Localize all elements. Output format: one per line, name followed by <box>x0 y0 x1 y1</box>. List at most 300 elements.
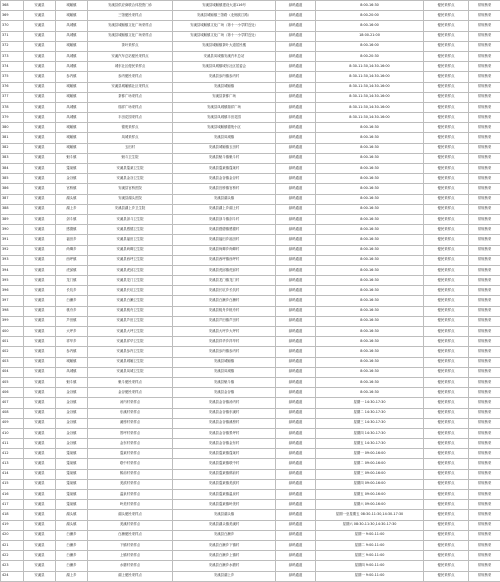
cell-test-type: 常规核采 <box>469 174 500 184</box>
cell-row-number: 424 <box>1 571 24 581</box>
cell-test-type: 常规核采 <box>469 204 500 214</box>
cell-test-type: 常规核采 <box>469 235 500 245</box>
cell-row-number: 399 <box>1 316 24 326</box>
table-row <box>1 459 500 469</box>
cell-county: 安溪县 <box>24 235 56 245</box>
cell-site-address: 安溪县城厢镇文化广场（第十一小学附近处） <box>173 31 276 41</box>
cell-site-address: 安溪县凤城镇 <box>173 133 276 143</box>
cell-service-hours: 8:00-16:30 <box>316 235 424 245</box>
cell-access-channel: 绿码通道 <box>276 51 316 61</box>
cell-county: 安溪县 <box>24 408 56 418</box>
table-row <box>1 337 500 347</box>
table-row <box>1 286 500 296</box>
cell-site-name: 茶叶采样点 <box>88 41 173 51</box>
cell-site-address: 安溪县白濑乡下镇村 <box>173 540 276 550</box>
cell-access-channel: 绿码通道 <box>276 31 316 41</box>
cell-test-type: 常规核采 <box>469 530 500 540</box>
table-row <box>1 398 500 408</box>
cell-access-channel: 绿码通道 <box>276 286 316 296</box>
table-row <box>1 357 500 367</box>
cell-access-channel: 绿码通道 <box>276 174 316 184</box>
cell-township: 凤城镇 <box>56 113 88 123</box>
cell-county: 安溪县 <box>24 194 56 204</box>
cell-county: 安溪县 <box>24 510 56 520</box>
cell-test-type: 常规核采 <box>469 540 500 550</box>
table-row <box>1 388 500 398</box>
cell-test-type: 常规核采 <box>469 1 500 11</box>
cell-township: 金谷镇 <box>56 428 88 438</box>
cell-row-number: 414 <box>1 469 24 479</box>
cell-site-address: 安溪县凤城镇城东社区居委会 <box>173 62 276 72</box>
cell-test-type: 常规核采 <box>469 41 500 51</box>
cell-service-hours: 8:30-11:30,14:30-16:00 <box>316 72 424 82</box>
cell-test-type: 常规核采 <box>469 51 500 61</box>
cell-row-number: 413 <box>1 459 24 469</box>
cell-row-number: 374 <box>1 62 24 72</box>
cell-site-type: 便民采样点 <box>424 347 469 357</box>
cell-site-name: 美溪村采样点 <box>88 520 173 530</box>
cell-site-address: 安溪县参内镇参内村 <box>173 347 276 357</box>
cell-access-channel: 绿码通道 <box>276 398 316 408</box>
cell-site-name: 下镇村采样点 <box>88 540 173 550</box>
cell-site-address: 安溪县城厢镇玉田村 <box>173 143 276 153</box>
cell-site-name: 湖上便民采样点 <box>88 571 173 581</box>
cell-service-hours: 星期四 14:30-17:30 <box>316 428 424 438</box>
cell-test-type: 常规核采 <box>469 72 500 82</box>
cell-access-channel: 绿码通道 <box>276 194 316 204</box>
cell-site-name: 安溪县虎邱卫生院 <box>88 265 173 275</box>
cell-access-channel: 绿码通道 <box>276 92 316 102</box>
cell-township: 蓬莱镇 <box>56 500 88 510</box>
cell-test-type: 常规核采 <box>469 459 500 469</box>
cell-site-address: 安溪县白濑乡上镇村 <box>173 551 276 561</box>
cell-site-type: 便民采样点 <box>424 143 469 153</box>
cell-row-number: 423 <box>1 561 24 571</box>
cell-site-name: 瑞祥广场采样点 <box>88 102 173 112</box>
cell-site-type: 便民采样点 <box>424 21 469 31</box>
cell-township: 蓬莱镇 <box>56 469 88 479</box>
cell-site-type: 便民采样点 <box>424 306 469 316</box>
cell-site-type: 便民采样点 <box>424 571 469 581</box>
cell-site-address: 安溪县剑斗镇剑斗村 <box>173 214 276 224</box>
cell-township: 城厢镇 <box>56 92 88 102</box>
cell-county: 安溪县 <box>24 428 56 438</box>
table-row <box>1 214 500 224</box>
cell-row-number: 385 <box>1 174 24 184</box>
cell-service-hours: 8:00-16:30 <box>316 357 424 367</box>
cell-township: 蓬莱镇 <box>56 479 88 489</box>
cell-site-address: 安溪县蓬莱镇鹤前村 <box>173 469 276 479</box>
cell-test-type: 常规核采 <box>469 479 500 489</box>
cell-service-hours: 星期三 09:00-16:00 <box>316 469 424 479</box>
cell-township: 凤城镇 <box>56 31 88 41</box>
cell-site-address: 安溪县城厢镇茶叶大道居民楼 <box>173 41 276 51</box>
cell-access-channel: 绿码通道 <box>276 500 316 510</box>
cell-access-channel: 绿码通道 <box>276 469 316 479</box>
cell-row-number: 382 <box>1 143 24 153</box>
cell-site-address: 安溪县湖头镇 <box>173 194 276 204</box>
cell-township: 城厢镇 <box>56 1 88 11</box>
cell-service-hours: 8:00-16:30 <box>316 194 424 204</box>
cell-site-address: 安溪县蓬莱镇温泉村 <box>173 490 276 500</box>
cell-row-number: 384 <box>1 164 24 174</box>
cell-site-type: 便民采样点 <box>424 72 469 82</box>
table-row <box>1 377 500 387</box>
cell-row-number: 420 <box>1 530 24 540</box>
cell-service-hours: 8:00-16:30 <box>316 265 424 275</box>
cell-site-address: 安溪县湖上乡湖上村 <box>173 204 276 214</box>
table-row <box>1 530 500 540</box>
cell-site-type: 便民采样点 <box>424 367 469 377</box>
cell-site-name: 岭美村采样点 <box>88 500 173 510</box>
cell-site-type: 便民采样点 <box>424 418 469 428</box>
cell-site-address: 安溪县金谷镇汤内村 <box>173 398 276 408</box>
cell-township: 金谷镇 <box>56 439 88 449</box>
table-row <box>1 1 500 11</box>
cell-site-name: 安溪县蓬莱卫生院 <box>88 164 173 174</box>
cell-township: 剑斗镇 <box>56 214 88 224</box>
cell-township: 白濑乡 <box>56 551 88 561</box>
cell-access-channel: 绿码通道 <box>276 347 316 357</box>
cell-site-address: 安溪县城厢镇德苑小区 <box>173 123 276 133</box>
cell-site-type: 便民采样点 <box>424 479 469 489</box>
cell-test-type: 常规核采 <box>469 306 500 316</box>
cell-access-channel: 绿码通道 <box>276 245 316 255</box>
cell-site-name: 安溪县长坑卫生院 <box>88 286 173 296</box>
cell-test-type: 常规核采 <box>469 11 500 21</box>
cell-county: 安溪县 <box>24 347 56 357</box>
cell-county: 安溪县 <box>24 143 56 153</box>
cell-service-hours: 8:00-16:30 <box>316 388 424 398</box>
cell-site-type: 便民采样点 <box>424 469 469 479</box>
cell-service-hours: 星期一至星期五 08:30-11:30,14:30-17:30 <box>316 510 424 520</box>
cell-service-hours: 星期一 9:00-11:00 <box>316 571 424 581</box>
cell-test-type: 常规核采 <box>469 286 500 296</box>
cell-service-hours: 8:00-16:30 <box>316 337 424 347</box>
cell-service-hours: 8:00-16:00 <box>316 41 424 51</box>
cell-test-type: 常规核采 <box>469 265 500 275</box>
cell-service-hours: 星期一 09:00-16:00 <box>316 449 424 459</box>
cell-site-name: 凤城采样点 <box>88 133 173 143</box>
cell-site-address: 安溪县城厢镇三馆路（北侧滨江路） <box>173 11 276 21</box>
cell-site-name: 安溪县参内卫生院 <box>88 347 173 357</box>
cell-site-name: 安溪县西坪卫生院 <box>88 255 173 265</box>
cell-site-address: 安溪县福田乡福田村 <box>173 235 276 245</box>
table-row <box>1 174 500 184</box>
cell-test-type: 常规核采 <box>469 408 500 418</box>
cell-site-type: 便民采样点 <box>424 551 469 561</box>
cell-township: 蓬莱镇 <box>56 459 88 469</box>
cell-township: 尚卿乡 <box>56 245 88 255</box>
table-row <box>1 102 500 112</box>
cell-row-number: 411 <box>1 439 24 449</box>
table-row <box>1 490 500 500</box>
cell-site-type: 便民采样点 <box>424 500 469 510</box>
cell-township: 金谷镇 <box>56 418 88 428</box>
cell-test-type: 常规核采 <box>469 469 500 479</box>
cell-site-name: 溪榜村采样点 <box>88 418 173 428</box>
cell-access-channel: 绿码通道 <box>276 21 316 31</box>
cell-county: 安溪县 <box>24 377 56 387</box>
cell-township: 湖上乡 <box>56 204 88 214</box>
cell-site-name: 水磨村采样点 <box>88 561 173 571</box>
table-row <box>1 113 500 123</box>
cell-site-name: 安溪县剑斗卫生院 <box>88 214 173 224</box>
cell-site-type: 便民采样点 <box>424 31 469 41</box>
cell-service-hours: 星期二 09:00-16:00 <box>316 459 424 469</box>
cell-service-hours: 8:00-16:30 <box>316 143 424 153</box>
cell-site-type: 便民采样点 <box>424 286 469 296</box>
cell-site-type: 便民采样点 <box>424 520 469 530</box>
cell-row-number: 369 <box>1 11 24 21</box>
table-row <box>1 367 500 377</box>
cell-township: 长坑乡 <box>56 286 88 296</box>
cell-site-type: 便民采样点 <box>424 388 469 398</box>
cell-access-channel: 绿码通道 <box>276 306 316 316</box>
cell-service-hours: 8:00-16:30 <box>316 347 424 357</box>
cell-test-type: 常规核采 <box>469 510 500 520</box>
table-row <box>1 92 500 102</box>
cell-county: 安溪县 <box>24 62 56 72</box>
cell-site-address: 安溪县金谷镇金谷村 <box>173 174 276 184</box>
table-row <box>1 306 500 316</box>
table-row <box>1 164 500 174</box>
cell-township: 感德镇 <box>56 225 88 235</box>
table-row <box>1 123 500 133</box>
cell-site-name: 茶都广场采样点 <box>88 92 173 102</box>
cell-site-name: 安溪县龙门卫生院 <box>88 276 173 286</box>
cell-site-address: 安溪县蓬莱镇美滨村 <box>173 479 276 489</box>
cell-county: 安溪县 <box>24 439 56 449</box>
cell-row-number: 368 <box>1 1 24 11</box>
cell-site-name: 安溪县城厢镇文化广场采样点 <box>88 21 173 31</box>
cell-access-channel: 绿码通道 <box>276 265 316 275</box>
cell-test-type: 常规核采 <box>469 276 500 286</box>
cell-township: 魁斗镇 <box>56 377 88 387</box>
table-row <box>1 296 500 306</box>
cell-township: 金谷镇 <box>56 174 88 184</box>
cell-site-name: 安溪县城厢镇社区采样点 <box>88 82 173 92</box>
table-row <box>1 72 500 82</box>
cell-county: 安溪县 <box>24 184 56 194</box>
cell-access-channel: 绿码通道 <box>276 235 316 245</box>
cell-site-name: 安溪县祥华卫生院 <box>88 337 173 347</box>
table-row <box>1 500 500 510</box>
table-row <box>1 276 500 286</box>
cell-access-channel: 绿码通道 <box>276 327 316 337</box>
cell-access-channel: 绿码通道 <box>276 276 316 286</box>
cell-access-channel: 绿码通道 <box>276 377 316 387</box>
cell-township: 参内镇 <box>56 72 88 82</box>
cell-row-number: 412 <box>1 449 24 459</box>
cell-service-hours: 8:00-16:00 <box>316 21 424 31</box>
cell-county: 安溪县 <box>24 490 56 500</box>
cell-site-address: 安溪县祥华乡祥华村 <box>173 337 276 347</box>
cell-county: 安溪县 <box>24 214 56 224</box>
cell-access-channel: 绿码通道 <box>276 530 316 540</box>
cell-site-type: 便民采样点 <box>424 276 469 286</box>
table-body <box>1 1 500 582</box>
cell-township: 城厢镇 <box>56 133 88 143</box>
table-row <box>1 235 500 245</box>
cell-township: 湖头镇 <box>56 520 88 530</box>
cell-site-name: 安溪县供应商联合体投资门诊 <box>88 1 173 11</box>
cell-site-name: 上镇村采样点 <box>88 551 173 561</box>
cell-site-name: 安溪县感德卫生院 <box>88 225 173 235</box>
cell-county: 安溪县 <box>24 102 56 112</box>
cell-site-type: 便民采样点 <box>424 316 469 326</box>
cell-access-channel: 绿码通道 <box>276 143 316 153</box>
cell-access-channel: 绿码通道 <box>276 255 316 265</box>
cell-access-channel: 绿码通道 <box>276 225 316 235</box>
table-row <box>1 479 500 489</box>
cell-access-channel: 绿码通道 <box>276 449 316 459</box>
cell-township: 桃舟乡 <box>56 306 88 316</box>
cell-access-channel: 绿码通道 <box>276 123 316 133</box>
cell-site-type: 便民采样点 <box>424 490 469 500</box>
cell-site-type: 便民采样点 <box>424 428 469 438</box>
cell-township: 大坪乡 <box>56 327 88 337</box>
table-row <box>1 316 500 326</box>
cell-site-address: 安溪县城厢镇 <box>173 357 276 367</box>
cell-access-channel: 绿码通道 <box>276 62 316 72</box>
cell-test-type: 常规核采 <box>469 520 500 530</box>
cell-site-type: 便民采样点 <box>424 164 469 174</box>
cell-access-channel: 绿码通道 <box>276 41 316 51</box>
cell-site-address: 安溪县龙门镇龙门村 <box>173 276 276 286</box>
cell-county: 安溪县 <box>24 204 56 214</box>
cell-township: 白濑乡 <box>56 296 88 306</box>
cell-township: 白濑乡 <box>56 561 88 571</box>
cell-test-type: 常规核采 <box>469 357 500 367</box>
table-row <box>1 428 500 438</box>
cell-access-channel: 绿码通道 <box>276 113 316 123</box>
cell-access-channel: 绿码通道 <box>276 11 316 21</box>
cell-row-number: 387 <box>1 194 24 204</box>
cell-service-hours: 星期二 9:00-11:00 <box>316 540 424 550</box>
cell-county: 安溪县 <box>24 469 56 479</box>
cell-test-type: 常规核采 <box>469 143 500 153</box>
cell-access-channel: 绿码通道 <box>276 184 316 194</box>
cell-township: 虎邱镇 <box>56 265 88 275</box>
cell-township: 蓬莱镇 <box>56 490 88 500</box>
cell-service-hours: 18:00-21:00 <box>316 31 424 41</box>
cell-row-number: 393 <box>1 255 24 265</box>
cell-row-number: 419 <box>1 520 24 530</box>
cell-site-name: 玉田村 <box>88 143 173 153</box>
cell-access-channel: 绿码通道 <box>276 296 316 306</box>
cell-site-name: 安溪县福田卫生院 <box>88 235 173 245</box>
cell-access-channel: 绿码通道 <box>276 561 316 571</box>
cell-service-hours: 星期五 09:00-16:00 <box>316 490 424 500</box>
cell-test-type: 常规核采 <box>469 439 500 449</box>
cell-site-address: 安溪县桃舟乡桃舟村 <box>173 306 276 316</box>
cell-test-type: 常规核采 <box>469 31 500 41</box>
cell-test-type: 常规核采 <box>469 367 500 377</box>
cell-service-hours: 8:00-16:30 <box>316 184 424 194</box>
cell-township: 城厢镇 <box>56 143 88 153</box>
cell-county: 安溪县 <box>24 500 56 510</box>
cell-site-type: 便民采样点 <box>424 51 469 61</box>
cell-row-number: 378 <box>1 102 24 112</box>
cell-access-channel: 绿码通道 <box>276 133 316 143</box>
cell-township: 金谷镇 <box>56 398 88 408</box>
table-row <box>1 225 500 235</box>
cell-township: 参内镇 <box>56 347 88 357</box>
cell-service-hours: 8:00-16:30 <box>316 245 424 255</box>
cell-service-hours: 8:00-16:30 <box>316 367 424 377</box>
cell-county: 安溪县 <box>24 327 56 337</box>
cell-county: 安溪县 <box>24 520 56 530</box>
cell-site-name: 安溪县桃舟卫生院 <box>88 306 173 316</box>
cell-test-type: 常规核采 <box>469 123 500 133</box>
cell-service-hours: 8:00-16:30 <box>316 174 424 184</box>
cell-row-number: 394 <box>1 265 24 275</box>
cell-county: 安溪县 <box>24 51 56 61</box>
cell-site-address: 安溪县凤城镇 <box>173 367 276 377</box>
cell-site-type: 便民采样点 <box>424 530 469 540</box>
cell-county: 安溪县 <box>24 388 56 398</box>
cell-county: 安溪县 <box>24 92 56 102</box>
cell-township: 魁斗镇 <box>56 153 88 163</box>
cell-access-channel: 绿码通道 <box>276 510 316 520</box>
cell-township: 城厢镇 <box>56 123 88 133</box>
cell-access-channel: 绿码通道 <box>276 214 316 224</box>
table-row <box>1 21 500 31</box>
cell-site-type: 便民采样点 <box>424 62 469 72</box>
cell-row-number: 383 <box>1 153 24 163</box>
table-row <box>1 41 500 51</box>
cell-county: 安溪县 <box>24 459 56 469</box>
cell-test-type: 常规核采 <box>469 500 500 510</box>
cell-service-hours: 8:00-16:30 <box>316 327 424 337</box>
cell-access-channel: 绿码通道 <box>276 428 316 438</box>
cell-row-number: 400 <box>1 327 24 337</box>
cell-test-type: 常规核采 <box>469 113 500 123</box>
cell-county: 安溪县 <box>24 255 56 265</box>
table-row <box>1 540 500 550</box>
cell-access-channel: 绿码通道 <box>276 367 316 377</box>
cell-county: 安溪县 <box>24 276 56 286</box>
table-row <box>1 31 500 41</box>
cell-access-channel: 绿码通道 <box>276 540 316 550</box>
cell-site-type: 便民采样点 <box>424 194 469 204</box>
cell-row-number: 392 <box>1 245 24 255</box>
cell-county: 安溪县 <box>24 133 56 143</box>
cell-township: 金谷镇 <box>56 388 88 398</box>
cell-test-type: 常规核采 <box>469 255 500 265</box>
cell-site-address: 安溪县白濑乡 <box>173 530 276 540</box>
cell-site-type: 便民采样点 <box>424 561 469 571</box>
cell-township: 金谷镇 <box>56 408 88 418</box>
cell-test-type: 常规核采 <box>469 133 500 143</box>
cell-county: 安溪县 <box>24 479 56 489</box>
cell-service-hours: 8:00-20:30 <box>316 51 424 61</box>
cell-site-address: 安溪县城厢镇 <box>173 82 276 92</box>
cell-township: 城厢镇 <box>56 82 88 92</box>
cell-site-type: 便民采样点 <box>424 296 469 306</box>
cell-site-type: 便民采样点 <box>424 225 469 235</box>
cell-test-type: 常规核采 <box>469 245 500 255</box>
cell-county: 安溪县 <box>24 153 56 163</box>
cell-row-number: 376 <box>1 82 24 92</box>
cell-township: 西坪镇 <box>56 255 88 265</box>
cell-county: 安溪县 <box>24 82 56 92</box>
cell-site-type: 便民采样点 <box>424 1 469 11</box>
table-row <box>1 82 500 92</box>
cell-service-hours: 8:00-16:30 <box>316 255 424 265</box>
cell-site-type: 便民采样点 <box>424 174 469 184</box>
